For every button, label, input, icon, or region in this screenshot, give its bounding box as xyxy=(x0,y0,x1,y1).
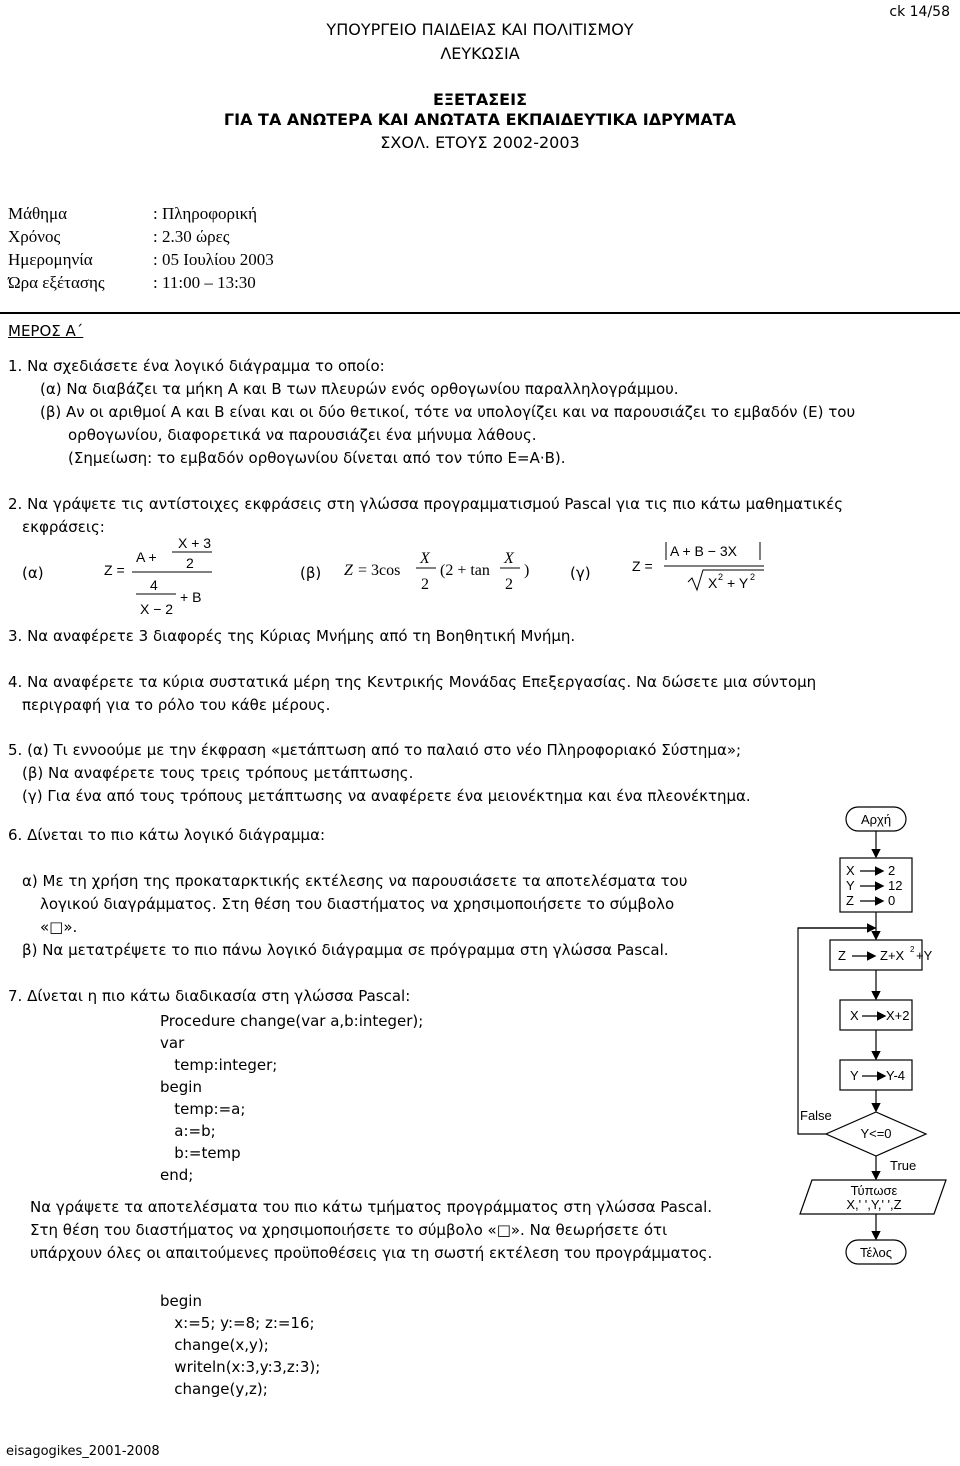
info-label: Μάθημα xyxy=(8,204,68,223)
q2-line: 2. Να γράψετε τις αντίστοιχες εκφράσεις στη γλώσσα προγραμματισμού Pascal για τις πιο κάτω μαθηματικές xyxy=(8,495,844,513)
step3-lhs: Y xyxy=(850,1068,859,1083)
svg-text:= 3cos: = 3cos xyxy=(358,562,401,579)
q5-line: 5. (α) Τι εννοούμε με την έκφραση «μετάπτωση από το παλαιό στο νέο Πληροφοριακό Σύστημα»; xyxy=(8,741,742,759)
code-line: end; xyxy=(160,1166,194,1184)
divider xyxy=(0,312,960,314)
print-label: Τύπωσε xyxy=(850,1183,898,1198)
false-label: False xyxy=(800,1108,832,1123)
city-title: ΛΕΥΚΩΣΙΑ xyxy=(440,44,520,63)
expression-a xyxy=(100,530,220,620)
svg-text:X − 2: X − 2 xyxy=(140,601,174,617)
svg-text:Z =: Z = xyxy=(632,558,653,574)
true-label: True xyxy=(890,1158,917,1173)
init-var: Z xyxy=(846,893,854,908)
code-line: Procedure change(var a,b:integer); xyxy=(160,1012,424,1030)
step1-rhs: Z+X xyxy=(880,948,905,963)
svg-text:X: X xyxy=(708,575,718,591)
svg-text:): ) xyxy=(524,562,530,579)
svg-text:+ B: + B xyxy=(180,589,202,605)
q6-line: β) Να μετατρέψετε το πιο πάνω λογικό διάγραμμα σε πρόγραμμα στη γλώσσα Pascal. xyxy=(22,941,669,959)
q1-line: 1. Να σχεδιάσετε ένα λογικό διάγραμμα το οποίο: xyxy=(8,357,385,375)
expression-b xyxy=(340,545,540,600)
svg-text:Z =: Z = xyxy=(104,562,125,578)
code-line: begin xyxy=(160,1292,202,1310)
svg-text:2: 2 xyxy=(505,576,513,593)
expr-c-label: (γ) xyxy=(570,564,591,582)
svg-text:X + 3: X + 3 xyxy=(178,535,212,551)
pascal-program xyxy=(160,1290,320,1400)
svg-text:+ Y: + Y xyxy=(727,575,749,591)
q7-text: Να γράψετε τα αποτελέσματα του πιο κάτω τμήματος προγράμματος στη γλώσσα Pascal. xyxy=(30,1198,713,1216)
code-line: change(y,z); xyxy=(160,1380,268,1398)
step2-lhs: X xyxy=(850,1008,859,1023)
svg-text:2: 2 xyxy=(421,576,429,593)
q1-line: ορθογωνίου, διαφορετικά να παρουσιάζει ένα μήνυμα λάθους. xyxy=(68,426,537,444)
svg-text:2: 2 xyxy=(750,572,756,582)
info-label: Ημερομηνία xyxy=(8,250,93,269)
code-line: var xyxy=(160,1034,185,1052)
end-label: Τέλος xyxy=(859,1245,893,1260)
step2-rhs: X+2 xyxy=(886,1008,910,1023)
expression-c xyxy=(630,538,780,598)
cond-label: Y<=0 xyxy=(860,1126,892,1141)
info-value: : Πληροφορική xyxy=(153,204,258,223)
q1-line: (Σημείωση: το εμβαδόν ορθογωνίου δίνεται από τον τύπο Ε=Α·Β). xyxy=(68,449,566,467)
step1-sup: 2 xyxy=(910,945,915,954)
q6-line: α) Με τη χρήση της προκαταρκτικής εκτέλεσης να παρουσιάσετε τα αποτελέσματα του xyxy=(22,872,688,890)
expr-b-label: (β) xyxy=(300,564,322,582)
exam-info xyxy=(8,202,274,294)
q6-line: «□». xyxy=(40,918,78,936)
code-line: begin xyxy=(160,1078,202,1096)
q6-line: 6. Δίνεται το πιο κάτω λογικό διάγραμμα: xyxy=(8,826,326,844)
page-id: ck 14/58 xyxy=(889,4,950,20)
init-var: Y xyxy=(846,878,855,893)
flowchart xyxy=(790,800,960,1290)
q1-line: (α) Να διαβάζει τα μήκη Α και Β των πλευρών ενός ορθογωνίου παραλληλογράμμου. xyxy=(40,380,679,398)
q1-line: (β) Αν οι αριθμοί Α και Β είναι και οι δύο θετικοί, τότε να υπολογίζει και να παρουσιάζει το εμβαδόν (Ε) του xyxy=(40,403,856,421)
svg-text:4: 4 xyxy=(150,577,158,593)
info-value: : 05 Ιουλίου 2003 xyxy=(153,250,274,269)
svg-text:A +: A + xyxy=(136,549,157,565)
q6-line: λογικού διαγράμματος. Στη θέση του διαστήματος να χρησιμοποιήσετε το σύμβολο xyxy=(40,895,675,913)
expr-a-label: (α) xyxy=(22,564,44,582)
q7-line: 7. Δίνεται η πιο κάτω διαδικασία στη γλώσσα Pascal: xyxy=(8,987,411,1005)
init-val: 0 xyxy=(888,893,896,908)
info-value: : 2.30 ώρες xyxy=(153,227,230,246)
q7-text: Στη θέση του διαστήματος να χρησιμοποιήσετε το σύμβολο «□». Να θεωρήσετε ότι xyxy=(30,1221,668,1239)
svg-text:X: X xyxy=(420,550,430,567)
info-value: : 11:00 – 13:30 xyxy=(153,273,256,292)
institutions-title: ΓΙΑ ΤΑ ΑΝΩΤΕΡΑ ΚΑΙ ΑΝΩΤΑΤΑ ΕΚΠΑΙΔΕΥΤΙΚΑ ΙΔΡΥΜΑΤΑ xyxy=(223,110,737,129)
code-line: a:=b; xyxy=(160,1122,216,1140)
step3-rhs: Y-4 xyxy=(886,1068,906,1083)
q3-line: 3. Να αναφέρετε 3 διαφορές της Κύριας Μνήμης από τη Βοηθητική Μνήμη. xyxy=(8,627,576,645)
svg-text:A + B − 3X: A + B − 3X xyxy=(670,543,737,559)
code-line: change(x,y); xyxy=(160,1336,269,1354)
init-val: 12 xyxy=(888,878,903,893)
q2-line: εκφράσεις: xyxy=(22,518,105,536)
code-line: writeln(x:3,y:3,z:3); xyxy=(160,1358,321,1376)
ministry-title: ΥΠΟΥΡΓΕΙΟ ΠΑΙΔΕΙΑΣ ΚΑΙ ΠΟΛΙΤΙΣΜΟΥ xyxy=(326,20,634,39)
q5-line: (γ) Για ένα από τους τρόπους μετάπτωσης να αναφέρετε ένα μειονέκτημα και ένα πλεονέκτημα. xyxy=(22,787,751,805)
exams-title: ΕΞΕΤΑΣΕΙΣ xyxy=(432,90,527,109)
step1-rhs2: +Y xyxy=(916,948,933,963)
svg-text:2: 2 xyxy=(186,555,194,571)
q7-text: υπάρχουν όλες οι απαιτούμενες προϋποθέσεις για τη σωστή εκτέλεση του προγράμματος. xyxy=(30,1244,713,1262)
svg-text:Z: Z xyxy=(344,562,353,579)
info-label: Ώρα εξέτασης xyxy=(8,273,105,292)
pascal-procedure xyxy=(160,1010,423,1186)
print-args: X,' ',Y,' ',Z xyxy=(846,1197,902,1212)
code-line: b:=temp xyxy=(160,1144,241,1162)
init-var: X xyxy=(846,863,855,878)
svg-text:2: 2 xyxy=(718,572,724,582)
q4-line: 4. Να αναφέρετε τα κύρια συστατικά μέρη της Κεντρικής Μονάδας Επεξεργασίας. Να δώσετε μια σύντομη xyxy=(8,673,817,691)
q4-line: περιγραφή για το ρόλο του κάθε μέρους. xyxy=(22,696,331,714)
q5-line: (β) Να αναφέρετε τους τρεις τρόπους μετάπτωσης. xyxy=(22,764,414,782)
start-label: Αρχή xyxy=(860,812,892,827)
code-line: temp:integer; xyxy=(160,1056,278,1074)
code-line: x:=5; y:=8; z:=16; xyxy=(160,1314,315,1332)
init-val: 2 xyxy=(888,863,896,878)
school-year: ΣΧΟΛ. ΕΤΟΥΣ 2002-2003 xyxy=(380,133,580,152)
step1-lhs: Z xyxy=(838,948,846,963)
footer: eisagogikes_2001-2008 xyxy=(6,1444,160,1459)
svg-text:(2 + tan: (2 + tan xyxy=(440,562,490,579)
svg-text:X: X xyxy=(504,550,514,567)
code-line: temp:=a; xyxy=(160,1100,246,1118)
info-label: Χρόνος xyxy=(8,227,61,246)
part-title: ΜΕΡΟΣ Α΄ xyxy=(8,322,84,340)
